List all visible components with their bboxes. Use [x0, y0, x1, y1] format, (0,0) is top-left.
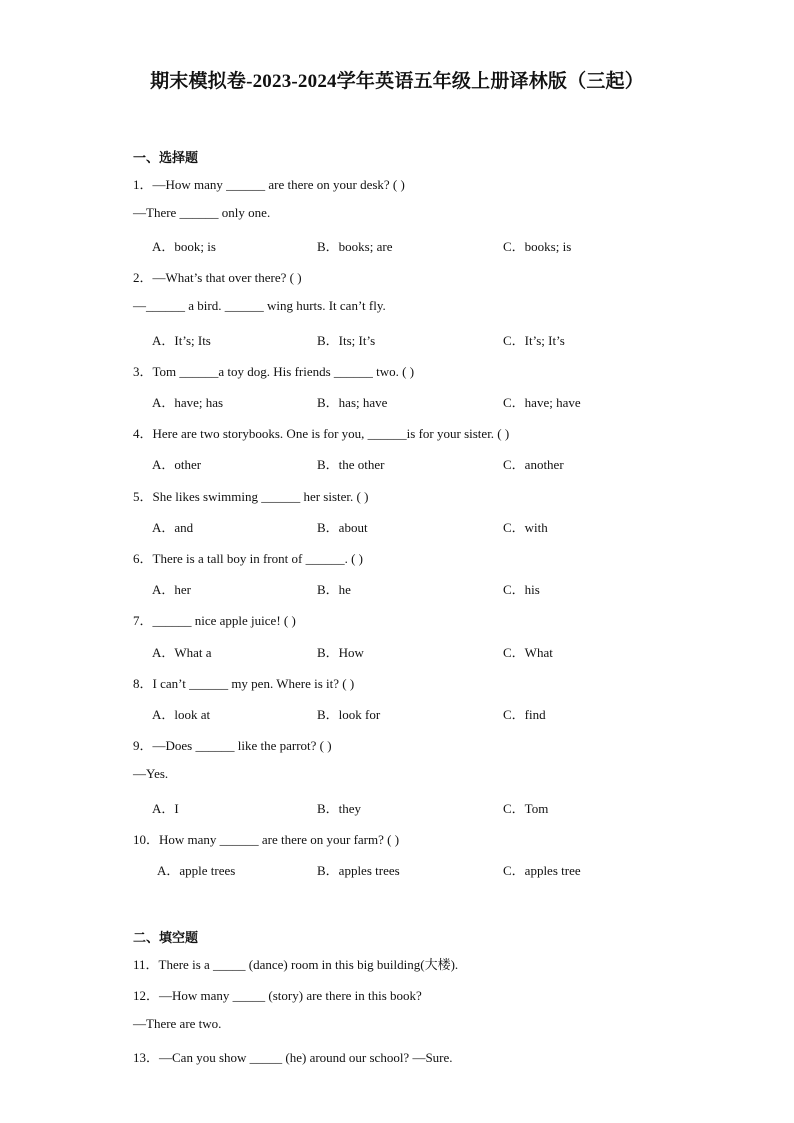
question-13-stem: 13．—Can you show _____ (he) around our school? —Sure. — [133, 1050, 453, 1065]
question-10-option-b: B．apples trees — [317, 863, 400, 878]
question-10-stem: 10．How many ______ are there on your farm? ( ) — [133, 832, 400, 847]
question-2-option-b: B．Its; It’s — [317, 333, 376, 348]
question-1-stem: 1．—How many ______ are there on your desk? ( ) — [133, 177, 405, 192]
question-4-option-c: C．another — [503, 457, 564, 472]
question-6-option-b: B．he — [317, 582, 351, 597]
question-1-option-b: B．books; are — [317, 239, 393, 254]
question-6-stem: 6．There is a tall boy in front of ______. ( ) — [133, 551, 363, 566]
question-8-option-b: B．look for — [317, 707, 381, 722]
question-9-option-b: B．they — [317, 801, 362, 816]
question-4-option-a: A．other — [152, 457, 202, 472]
question-2-option-a: A．It’s; Its — [152, 333, 211, 348]
question-2-option-c: C．It’s; It’s — [503, 333, 565, 348]
question-1-option-c: C．books; is — [503, 239, 572, 254]
section-heading-choice: 一、选择题 — [133, 150, 199, 165]
page-title: 期末模拟卷-2023-2024学年英语五年级上册译林版（三起） — [150, 71, 644, 92]
question-9-line2: —Yes. — [133, 766, 169, 781]
question-11-stem: 11．There is a _____ (dance) room in this big building(大楼). — [133, 957, 459, 972]
question-3-option-c: C．have; have — [503, 395, 581, 410]
question-5-option-a: A．and — [152, 520, 194, 535]
question-3-option-a: A．have; has — [152, 395, 224, 410]
question-9-option-a: A．I — [152, 801, 179, 816]
question-5-stem: 5．She likes swimming ______ her sister. ( ) — [133, 489, 369, 504]
question-3-option-b: B．has; have — [317, 395, 388, 410]
question-9-option-c: C．Tom — [503, 801, 549, 816]
question-12-line2: —There are two. — [133, 1016, 222, 1031]
question-4-stem: 4．Here are two storybooks. One is for you, ______is for your sister. ( ) — [133, 426, 510, 441]
question-7-option-c: C．What — [503, 645, 553, 660]
question-5-option-b: B．about — [317, 520, 368, 535]
question-5-option-c: C．with — [503, 520, 548, 535]
question-12-stem: 12．—How many _____ (story) are there in this book? — [133, 988, 422, 1003]
question-8-option-c: C．find — [503, 707, 546, 722]
question-7-stem: 7．______ nice apple juice! ( ) — [133, 613, 296, 628]
question-2-line2: —______ a bird. ______ wing hurts. It can’t fly. — [133, 298, 386, 313]
question-1-line2: —There ______ only one. — [133, 205, 271, 220]
question-3-stem: 3．Tom ______a toy dog. His friends ______ two. ( ) — [133, 364, 415, 379]
question-2-stem: 2．—What’s that over there? ( ) — [133, 270, 302, 285]
question-6-option-a: A．her — [152, 582, 191, 597]
question-4-option-b: B．the other — [317, 457, 385, 472]
question-6-option-c: C．his — [503, 582, 540, 597]
question-10-option-c: C．apples tree — [503, 863, 581, 878]
question-8-option-a: A．look at — [152, 707, 211, 722]
question-8-stem: 8．I can’t ______ my pen. Where is it? ( ) — [133, 676, 355, 691]
section-heading-fill: 二、填空题 — [133, 930, 199, 945]
question-7-option-b: B．How — [317, 645, 364, 660]
question-7-option-a: A．What a — [152, 645, 212, 660]
question-9-stem: 9．—Does ______ like the parrot? ( ) — [133, 738, 332, 753]
question-1-option-a: A．book; is — [152, 239, 216, 254]
question-10-option-a: A．apple trees — [157, 863, 236, 878]
